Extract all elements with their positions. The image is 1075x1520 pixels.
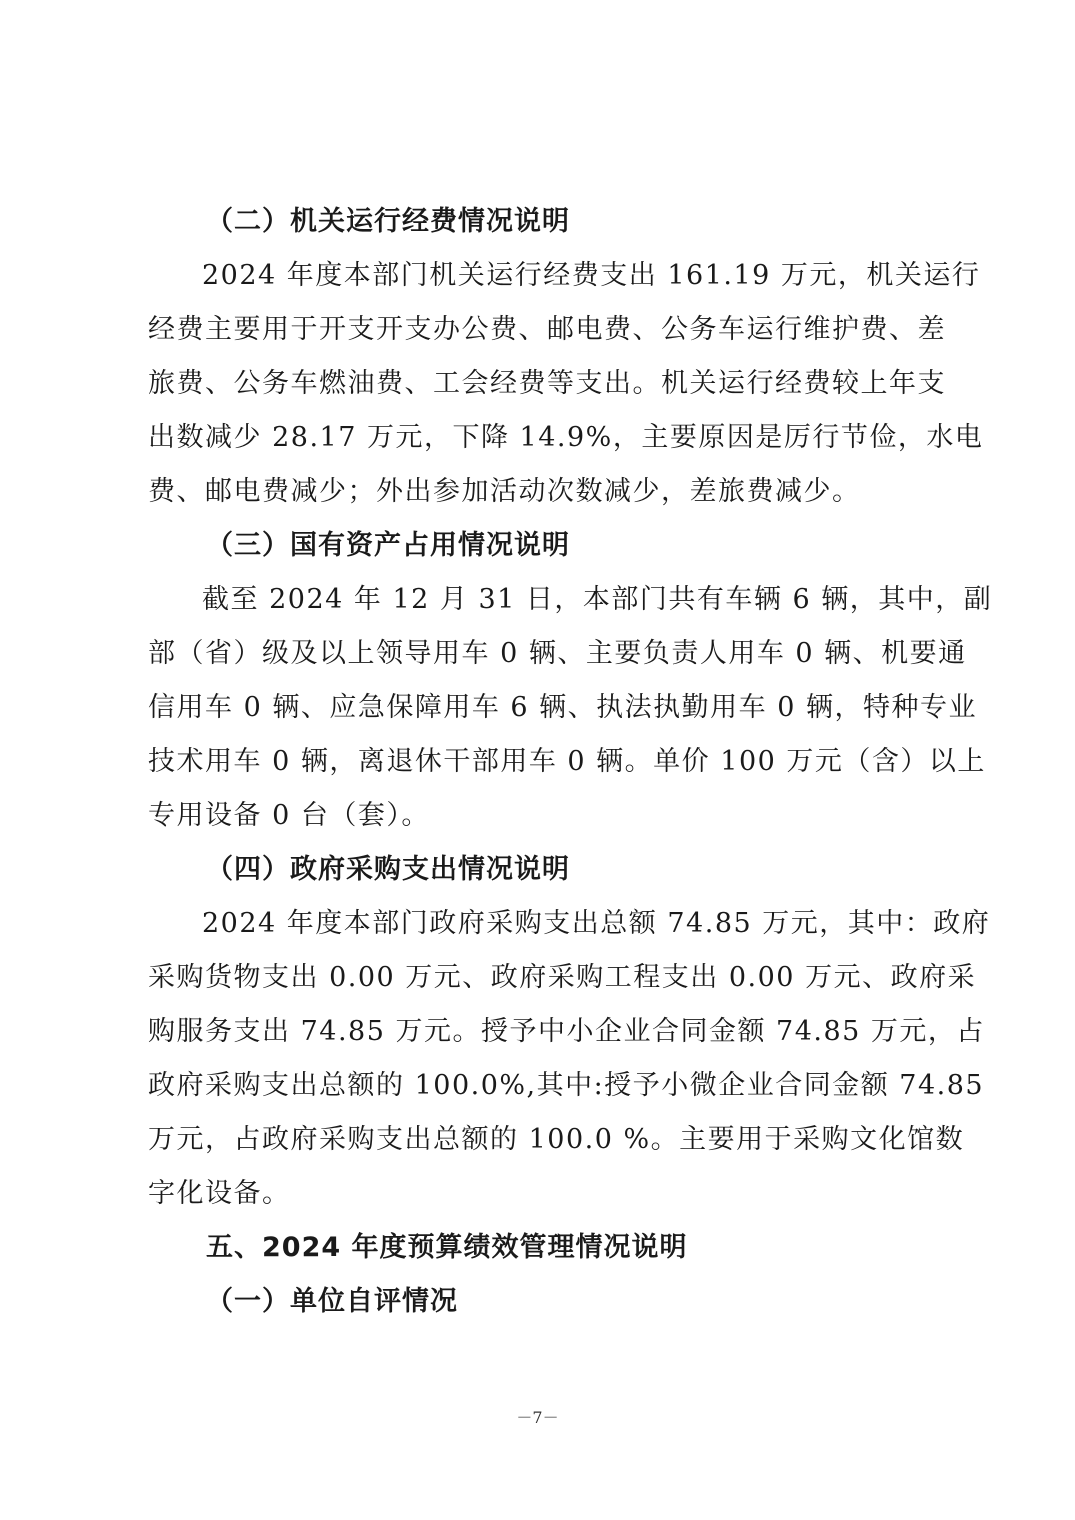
section-heading-performance: 五、2024 年度预算绩效管理情况说明 [206,1232,688,1263]
text-line: 2024 年度本部门政府采购支出总额 74.85 万元，其中：政府 [202,908,991,939]
paragraph-procurement [148,897,991,1221]
text-line: 截至 2024 年 12 月 31 日，本部门共有车辆 6 辆，其中，副 [202,584,993,615]
text-line: 技术用车 0 辆，离退休干部用车 0 辆。单价 100 万元（含）以上 [148,746,986,777]
text-line: 部（省）级及以上领导用车 0 辆、主要负责人用车 0 辆、机要通 [148,638,967,669]
text-line: 购服务支出 74.85 万元。授予中小企业合同金额 74.85 万元，占 [148,1016,985,1047]
text-line: 采购货物支出 0.00 万元、政府采购工程支出 0.00 万元、政府采 [148,962,977,993]
text-line: 旅费、公务车燃油费、工会经费等支出。机关运行经费较上年支 [148,368,946,399]
text-line: 专用设备 0 台（套）。 [148,800,430,831]
section-heading-office-expenses: （二）机关运行经费情况说明 [206,206,570,237]
text-line: 2024 年度本部门机关运行经费支出 161.19 万元，机关运行 [202,260,981,291]
text-line: 经费主要用于开支开支办公费、邮电费、公务车运行维护费、差 [148,314,946,345]
paragraph-state-assets [148,573,993,843]
text-line: 信用车 0 辆、应急保障用车 6 辆、执法执勤用车 0 辆，特种专业 [148,692,978,723]
text-line: 出数减少 28.17 万元，下降 14.9%，主要原因是厉行节俭，水电 [148,422,984,453]
text-line: 字化设备。 [148,1178,291,1209]
page-content [148,195,993,1329]
text-line: 费、邮电费减少；外出参加活动次数减少，差旅费减少。 [148,476,861,507]
section-heading-state-assets: （三）国有资产占用情况说明 [206,530,570,561]
text-line: 政府采购支出总额的 100.0%,其中:授予小微企业合同金额 74.85 [148,1070,985,1101]
paragraph-office-expenses [148,249,984,519]
text-line: 万元，占政府采购支出总额的 100.0 %。主要用于采购文化馆数 [148,1124,965,1155]
section-heading-procurement: （四）政府采购支出情况说明 [206,854,570,885]
section-heading-self-evaluation: （一）单位自评情况 [206,1286,458,1317]
page-number: －7－ [516,1408,559,1427]
